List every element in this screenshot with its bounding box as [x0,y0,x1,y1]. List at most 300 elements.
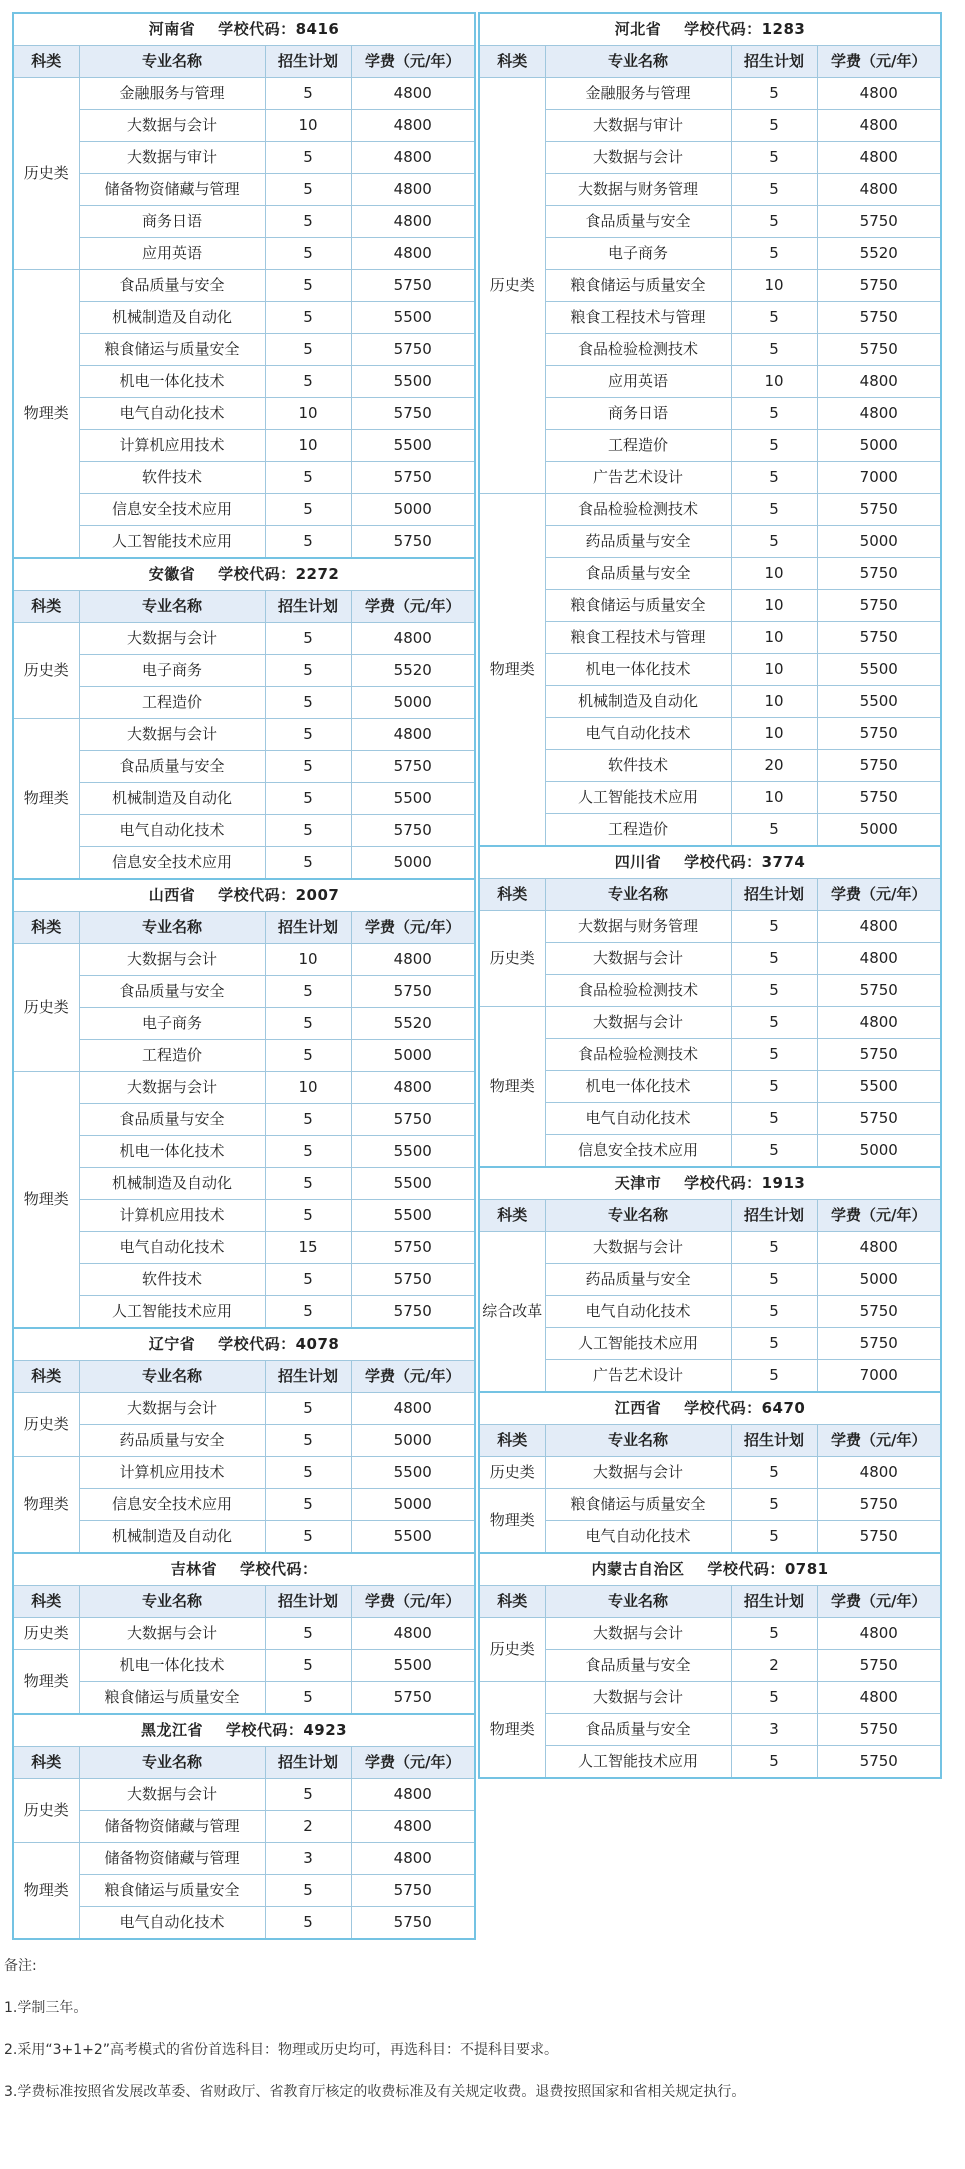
province-name: 辽宁省 [148,1335,196,1353]
plan-header: 招生计划 [265,1586,351,1618]
table-row [13,238,475,270]
table-row [479,142,941,174]
plan-cell: 5 [265,1296,351,1329]
fee-cell: 4800 [817,398,941,430]
province-table [12,1713,476,1940]
major-cell: 储备物资储藏与管理 [79,174,265,206]
major-cell: 大数据与会计 [545,1682,731,1714]
fee-cell: 5750 [351,462,475,494]
plan-header: 招生计划 [731,1200,817,1232]
table-row [479,750,941,782]
major-cell: 大数据与财务管理 [545,174,731,206]
plan-cell: 10 [265,1072,351,1104]
fee-cell: 5750 [817,1328,941,1360]
major-cell: 电气自动化技术 [79,815,265,847]
plan-cell: 3 [731,1714,817,1746]
fee-cell: 5750 [351,270,475,302]
plan-cell: 5 [265,1168,351,1200]
header-row [13,1361,475,1393]
major-header: 专业名称 [79,912,265,944]
major-cell: 大数据与会计 [79,1072,265,1104]
plan-cell: 5 [731,462,817,494]
fee-cell: 4800 [351,1811,475,1843]
plan-cell: 5 [731,174,817,206]
major-cell: 应用英语 [79,238,265,270]
fee-cell: 5500 [817,654,941,686]
major-cell: 大数据与会计 [79,1779,265,1811]
table-row [13,1779,475,1811]
fee-header: 学费（元/年） [351,1747,475,1779]
fee-cell: 4800 [817,1618,941,1650]
header-row [13,46,475,78]
fee-cell: 4800 [351,1072,475,1104]
category-cell: 历史类 [479,911,545,1007]
category-cell: 历史类 [13,1393,79,1457]
school-code: 学校代码：8416 [218,20,340,38]
major-cell: 工程造价 [545,814,731,847]
plan-cell: 5 [265,238,351,270]
fee-cell: 5500 [351,1168,475,1200]
plan-cell: 5 [731,814,817,847]
major-header: 专业名称 [545,879,731,911]
category-cell: 历史类 [479,1457,545,1489]
plan-cell: 5 [731,302,817,334]
fee-cell: 5750 [817,1296,941,1328]
category-cell: 历史类 [13,78,79,270]
fee-cell: 5000 [351,1489,475,1521]
table-row [13,1618,475,1650]
plan-header: 招生计划 [265,912,351,944]
plan-cell: 5 [731,334,817,366]
province-table [478,12,942,847]
header-row [479,1586,941,1618]
plan-cell: 5 [265,1682,351,1715]
plan-header: 招生计划 [731,46,817,78]
fee-cell: 5500 [351,1200,475,1232]
province-table [12,12,476,559]
fee-cell: 5750 [817,302,941,334]
plan-cell: 5 [731,206,817,238]
plan-header: 招生计划 [731,1586,817,1618]
table-row [13,1232,475,1264]
province-title [13,1714,475,1747]
table-row [479,366,941,398]
major-cell: 信息安全技术应用 [79,1489,265,1521]
fee-cell: 5000 [351,847,475,880]
plan-cell: 10 [265,398,351,430]
plan-cell: 5 [265,142,351,174]
major-cell: 食品质量与安全 [79,751,265,783]
plan-cell: 10 [265,944,351,976]
fee-cell: 5000 [817,1135,941,1168]
province-name: 河南省 [148,20,196,38]
table-row [479,686,941,718]
province-title-row [479,1167,941,1200]
table-row [479,1457,941,1489]
plan-cell: 5 [265,1457,351,1489]
major-cell: 粮食储运与质量安全 [79,1875,265,1907]
table-row [479,206,941,238]
table-row [479,174,941,206]
table-row [13,1457,475,1489]
table-row [479,1618,941,1650]
fee-cell: 4800 [817,1457,941,1489]
major-cell: 金融服务与管理 [79,78,265,110]
table-row [13,302,475,334]
major-cell: 电气自动化技术 [545,1521,731,1554]
table-row [13,1682,475,1715]
province-name: 安徽省 [148,565,196,583]
province-name: 山西省 [148,886,196,904]
major-header: 专业名称 [545,1200,731,1232]
fee-cell: 5750 [817,558,941,590]
major-cell: 储备物资储藏与管理 [79,1843,265,1875]
major-cell: 商务日语 [545,398,731,430]
category-header: 科类 [13,1361,79,1393]
table-row [479,526,941,558]
table-row [13,1168,475,1200]
fee-cell: 4800 [351,719,475,751]
school-code: 学校代码：4923 [225,1721,348,1739]
school-code: 学校代码：3774 [684,853,806,871]
major-cell: 软件技术 [79,1264,265,1296]
fee-cell: 5750 [817,1521,941,1554]
major-cell: 电气自动化技术 [79,1907,265,1940]
major-cell: 粮食工程技术与管理 [545,622,731,654]
plan-cell: 10 [731,686,817,718]
table-row [479,975,941,1007]
table-row [479,590,941,622]
table-row [13,142,475,174]
table-row [13,1072,475,1104]
major-cell: 机电一体化技术 [545,654,731,686]
fee-cell: 5750 [817,782,941,814]
major-cell: 粮食储运与质量安全 [545,270,731,302]
fee-cell: 5520 [817,238,941,270]
province-title-row [13,558,475,591]
major-cell: 药品质量与安全 [545,1264,731,1296]
fee-cell: 5750 [817,1714,941,1746]
plan-cell: 5 [731,1007,817,1039]
major-cell: 机械制造及自动化 [79,1521,265,1554]
plan-cell: 5 [265,494,351,526]
major-cell: 大数据与会计 [79,944,265,976]
fee-cell: 5750 [817,1039,941,1071]
fee-cell: 4800 [351,1618,475,1650]
category-cell: 历史类 [13,1618,79,1650]
plan-cell: 5 [265,78,351,110]
fee-header: 学费（元/年） [817,1425,941,1457]
fee-header: 学费（元/年） [817,1586,941,1618]
plan-cell: 5 [731,1232,817,1264]
fee-cell: 5000 [351,1425,475,1457]
category-cell: 物理类 [479,494,545,847]
province-table [478,1391,942,1554]
major-cell: 信息安全技术应用 [79,847,265,880]
province-table [478,1166,942,1393]
category-header: 科类 [479,879,545,911]
fee-cell: 5500 [351,1650,475,1682]
major-cell: 大数据与审计 [79,142,265,174]
major-cell: 机械制造及自动化 [79,1168,265,1200]
header-row [13,1747,475,1779]
province-title-row [13,879,475,912]
province-name: 黑龙江省 [140,1721,203,1739]
plan-cell: 10 [731,558,817,590]
fee-cell: 4800 [351,174,475,206]
school-code: 学校代码：4078 [218,1335,340,1353]
table-row [479,814,941,847]
major-cell: 工程造价 [545,430,731,462]
plan-cell: 5 [731,430,817,462]
table-row [13,270,475,302]
major-cell: 软件技术 [79,462,265,494]
province-title-row [479,13,941,46]
major-cell: 大数据与审计 [545,110,731,142]
table-row [13,1008,475,1040]
fee-cell: 5000 [817,814,941,847]
header-row [13,591,475,623]
major-cell: 人工智能技术应用 [545,782,731,814]
plan-cell: 5 [265,1264,351,1296]
fee-cell: 4800 [351,1843,475,1875]
table-row [479,1103,941,1135]
plan-cell: 10 [731,622,817,654]
header-row [479,1425,941,1457]
major-cell: 计算机应用技术 [79,1200,265,1232]
fee-header: 学费（元/年） [351,46,475,78]
major-cell: 大数据与会计 [79,719,265,751]
plan-cell: 5 [731,1360,817,1393]
table-row [479,430,941,462]
province-table [478,845,942,1168]
fee-cell: 5500 [351,302,475,334]
major-cell: 食品质量与安全 [545,1650,731,1682]
province-title-row [479,1392,941,1425]
major-cell: 食品检验检测技术 [545,494,731,526]
fee-cell: 5750 [351,1296,475,1329]
category-cell: 物理类 [13,1650,79,1715]
fee-cell: 5750 [351,751,475,783]
fee-cell: 5000 [817,1264,941,1296]
plan-header: 招生计划 [265,46,351,78]
fee-cell: 5750 [817,975,941,1007]
major-cell: 机电一体化技术 [79,1136,265,1168]
fee-cell: 5000 [817,430,941,462]
table-row [13,1296,475,1329]
plan-cell: 5 [265,1136,351,1168]
fee-cell: 5500 [351,366,475,398]
fee-cell: 5750 [351,526,475,559]
school-code: 学校代码：0781 [707,1560,829,1578]
province-table [12,1327,476,1554]
category-cell: 物理类 [13,270,79,559]
plan-header: 招生计划 [731,879,817,911]
table-row [479,1071,941,1103]
major-cell: 大数据与会计 [545,1007,731,1039]
table-row [479,398,941,430]
plan-cell: 5 [731,975,817,1007]
plan-cell: 10 [731,590,817,622]
major-header: 专业名称 [545,1425,731,1457]
category-cell: 历史类 [479,78,545,494]
fee-cell: 5750 [817,750,941,782]
plan-cell: 10 [731,654,817,686]
table-row [479,622,941,654]
fee-cell: 5500 [817,686,941,718]
major-cell: 电气自动化技术 [545,718,731,750]
major-cell: 软件技术 [545,750,731,782]
fee-cell: 4800 [817,943,941,975]
plan-cell: 5 [731,1103,817,1135]
fee-cell: 7000 [817,1360,941,1393]
note-item: 2.采用“3+1+2”高考模式的省份首选科目：物理或历史均可，再选科目：不提科目要求。 [4,2042,559,2058]
major-cell: 食品检验检测技术 [545,334,731,366]
plan-cell: 10 [265,430,351,462]
fee-cell: 4800 [351,206,475,238]
major-cell: 药品质量与安全 [545,526,731,558]
fee-cell: 5750 [817,334,941,366]
table-row [479,1232,941,1264]
major-cell: 电子商务 [545,238,731,270]
plan-cell: 5 [265,976,351,1008]
major-cell: 计算机应用技术 [79,1457,265,1489]
major-cell: 商务日语 [79,206,265,238]
plan-cell: 5 [265,174,351,206]
category-cell: 综合改革 [479,1232,545,1393]
plan-cell: 10 [731,782,817,814]
fee-cell: 5750 [817,1746,941,1779]
major-cell: 食品质量与安全 [79,976,265,1008]
major-cell: 机电一体化技术 [79,1650,265,1682]
major-cell: 信息安全技术应用 [79,494,265,526]
category-cell: 历史类 [479,1618,545,1682]
fee-cell: 5500 [351,1457,475,1489]
fee-cell: 5520 [351,655,475,687]
fee-cell: 5750 [817,622,941,654]
header-row [479,46,941,78]
fee-cell: 5750 [351,1682,475,1715]
major-cell: 电气自动化技术 [79,1232,265,1264]
major-cell: 工程造价 [79,1040,265,1072]
major-cell: 粮食储运与质量安全 [79,1682,265,1715]
major-cell: 机电一体化技术 [545,1071,731,1103]
fee-cell: 5750 [817,494,941,526]
header-row [13,1586,475,1618]
table-row [479,943,941,975]
table-row [479,238,941,270]
table-row [13,1200,475,1232]
category-header: 科类 [13,591,79,623]
major-cell: 机械制造及自动化 [545,686,731,718]
province-title [479,1392,941,1425]
major-cell: 大数据与会计 [545,1457,731,1489]
category-cell: 物理类 [479,1682,545,1779]
plan-cell: 15 [265,1232,351,1264]
plan-cell: 5 [265,270,351,302]
plan-cell: 5 [265,783,351,815]
province-title-row [479,846,941,879]
fee-cell: 5750 [817,718,941,750]
fee-header: 学费（元/年） [817,46,941,78]
plan-header: 招生计划 [265,1747,351,1779]
plan-cell: 5 [265,1104,351,1136]
table-row [13,655,475,687]
province-table [12,1552,476,1715]
plan-cell: 2 [265,1811,351,1843]
plan-cell: 5 [265,1008,351,1040]
fee-cell: 4800 [817,911,941,943]
fee-header: 学费（元/年） [351,1586,475,1618]
table-row [13,687,475,719]
province-title [479,1167,941,1200]
major-cell: 人工智能技术应用 [545,1328,731,1360]
province-title-row [13,1553,475,1586]
plan-cell: 5 [731,1457,817,1489]
plan-cell: 5 [731,1521,817,1554]
notes-section [4,1958,745,2126]
category-header: 科类 [13,1747,79,1779]
category-cell: 物理类 [479,1007,545,1168]
major-cell: 药品质量与安全 [79,1425,265,1457]
major-header: 专业名称 [79,591,265,623]
plan-cell: 5 [265,687,351,719]
plan-cell: 5 [265,719,351,751]
major-cell: 粮食储运与质量安全 [545,1489,731,1521]
province-title [479,13,941,46]
table-row [479,270,941,302]
plan-cell: 5 [265,1650,351,1682]
table-row [479,1650,941,1682]
major-cell: 食品质量与安全 [79,270,265,302]
fee-cell: 5000 [351,1040,475,1072]
plan-cell: 5 [265,1200,351,1232]
major-cell: 电子商务 [79,1008,265,1040]
plan-cell: 5 [265,462,351,494]
plan-cell: 5 [265,334,351,366]
school-code: 学校代码： [239,1560,318,1578]
fee-cell: 5750 [351,1907,475,1940]
major-header: 专业名称 [79,1361,265,1393]
table-row [479,1264,941,1296]
fee-cell: 4800 [817,1682,941,1714]
plan-cell: 5 [731,238,817,270]
plan-cell: 5 [731,1264,817,1296]
plan-cell: 5 [731,1135,817,1168]
table-row [479,1714,941,1746]
school-code: 学校代码：1913 [684,1174,806,1192]
fee-cell: 5520 [351,1008,475,1040]
fee-cell: 5500 [817,1071,941,1103]
category-cell: 物理类 [13,1457,79,1554]
plan-header: 招生计划 [265,1361,351,1393]
province-title-row [13,1714,475,1747]
plan-cell: 5 [265,1393,351,1425]
table-row [13,1040,475,1072]
fee-cell: 4800 [817,366,941,398]
fee-cell: 4800 [351,238,475,270]
fee-cell: 7000 [817,462,941,494]
table-row [479,1007,941,1039]
plan-cell: 5 [731,1618,817,1650]
plan-cell: 5 [265,302,351,334]
table-row [479,1682,941,1714]
plan-cell: 10 [265,110,351,142]
plan-cell: 5 [265,1618,351,1650]
plan-cell: 5 [265,847,351,880]
table-row [13,110,475,142]
category-cell: 物理类 [13,1843,79,1940]
